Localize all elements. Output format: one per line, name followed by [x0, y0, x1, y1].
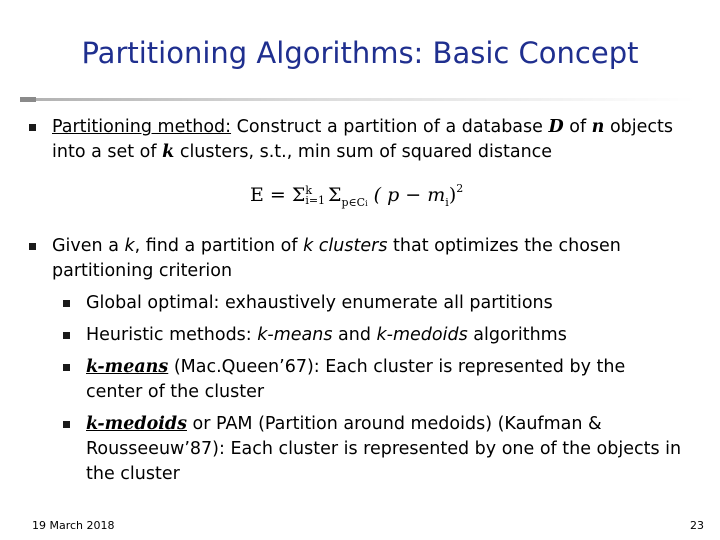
page-number: 23 [690, 519, 704, 532]
bullet-1-text-part: clusters, s.t., min sum of squared distance [174, 142, 553, 162]
sub-bullet-2-text-part: Heuristic methods: [86, 325, 258, 345]
partitioning-method-label: Partitioning method: [52, 117, 232, 137]
var-k-italic: k [124, 236, 135, 256]
var-n: n [591, 117, 605, 137]
sub-bullet-4-text-part: or PAM (Partition around medoids) (Kaufman & [186, 414, 602, 434]
bullet-1-line-2 [52, 140, 702, 165]
bullet-2-text-part: , find a partition of [134, 236, 304, 256]
formula-sub-i1: i=1 [305, 194, 326, 207]
sum-squared-distance-formula [250, 182, 463, 209]
sub-bullet-2-text-part: algorithms [467, 325, 567, 345]
sub-bullet-2-text-part: and [332, 325, 377, 345]
k-means-italic: k-means [257, 325, 333, 345]
bullet-1-text-part: of [563, 117, 592, 137]
sub-bullet-square [63, 300, 70, 307]
formula-sigma: Σ [328, 184, 342, 206]
bullet-2-text [52, 234, 702, 284]
k-medoids-bold: k-medoids [86, 414, 187, 434]
sub-bullet-4-line-3: the cluster [86, 464, 180, 484]
var-d: D [548, 117, 564, 137]
formula-sub-i: i [365, 199, 368, 208]
bullet-1-text-part: into a set of [52, 142, 163, 162]
k-clusters-italic: k clusters [303, 236, 388, 256]
sub-bullet-3-text-part: (Mac.Queen’67): Each cluster is represented by the [168, 357, 626, 377]
sub-bullet-square [63, 332, 70, 339]
title-divider [20, 98, 695, 101]
formula-close: ) [448, 184, 457, 206]
formula-sub-m-i: i [445, 196, 449, 209]
footer-date: 19 March 2018 [32, 519, 115, 532]
bullet-1-line-1 [52, 115, 702, 140]
sub-bullet-4-line-2: Rousseeuw’87): Each cluster is represented by one of the objects in [86, 439, 682, 459]
bullet-2-text-part: Given a [52, 236, 125, 256]
bullet-1-text-part: Construct a partition of a database [231, 117, 549, 137]
bullet-1-text-part: objects [604, 117, 674, 137]
sub-bullet-1-text: Global optimal: exhaustively enumerate all partitions [86, 293, 553, 313]
sub-bullet-3-text [86, 355, 706, 405]
bullet-2-text-part: that optimizes the chosen [387, 236, 621, 256]
sub-bullet-4-line-1 [86, 412, 711, 437]
sub-bullet-square [63, 421, 70, 428]
bullet-2-line-2: partitioning criterion [52, 261, 233, 281]
sub-bullet-square [63, 364, 70, 371]
bullet-2-line-1 [52, 234, 702, 259]
formula-sub-p: p∈C [341, 196, 366, 209]
sub-bullet-2-text [86, 323, 567, 348]
formula-body: ( p − m [373, 184, 446, 206]
formula-lhs: E = Σ [250, 184, 306, 206]
title-divider-accent [20, 97, 36, 102]
bullet-square [29, 243, 36, 250]
formula-sup-k: k [305, 184, 312, 197]
slide-title: Partitioning Algorithms: Basic Concept [81, 36, 639, 70]
bullet-1-text [52, 115, 702, 165]
k-medoids-italic: k-medoids [376, 325, 468, 345]
k-means-bold: k-means [86, 357, 169, 377]
sub-bullet-3-line-1 [86, 355, 706, 380]
bullet-square [29, 124, 36, 131]
sub-bullet-4-text [86, 412, 711, 487]
formula-sup-2: 2 [456, 182, 464, 195]
var-k: k [162, 142, 175, 162]
sub-bullet-3-line-2: center of the cluster [86, 382, 265, 402]
